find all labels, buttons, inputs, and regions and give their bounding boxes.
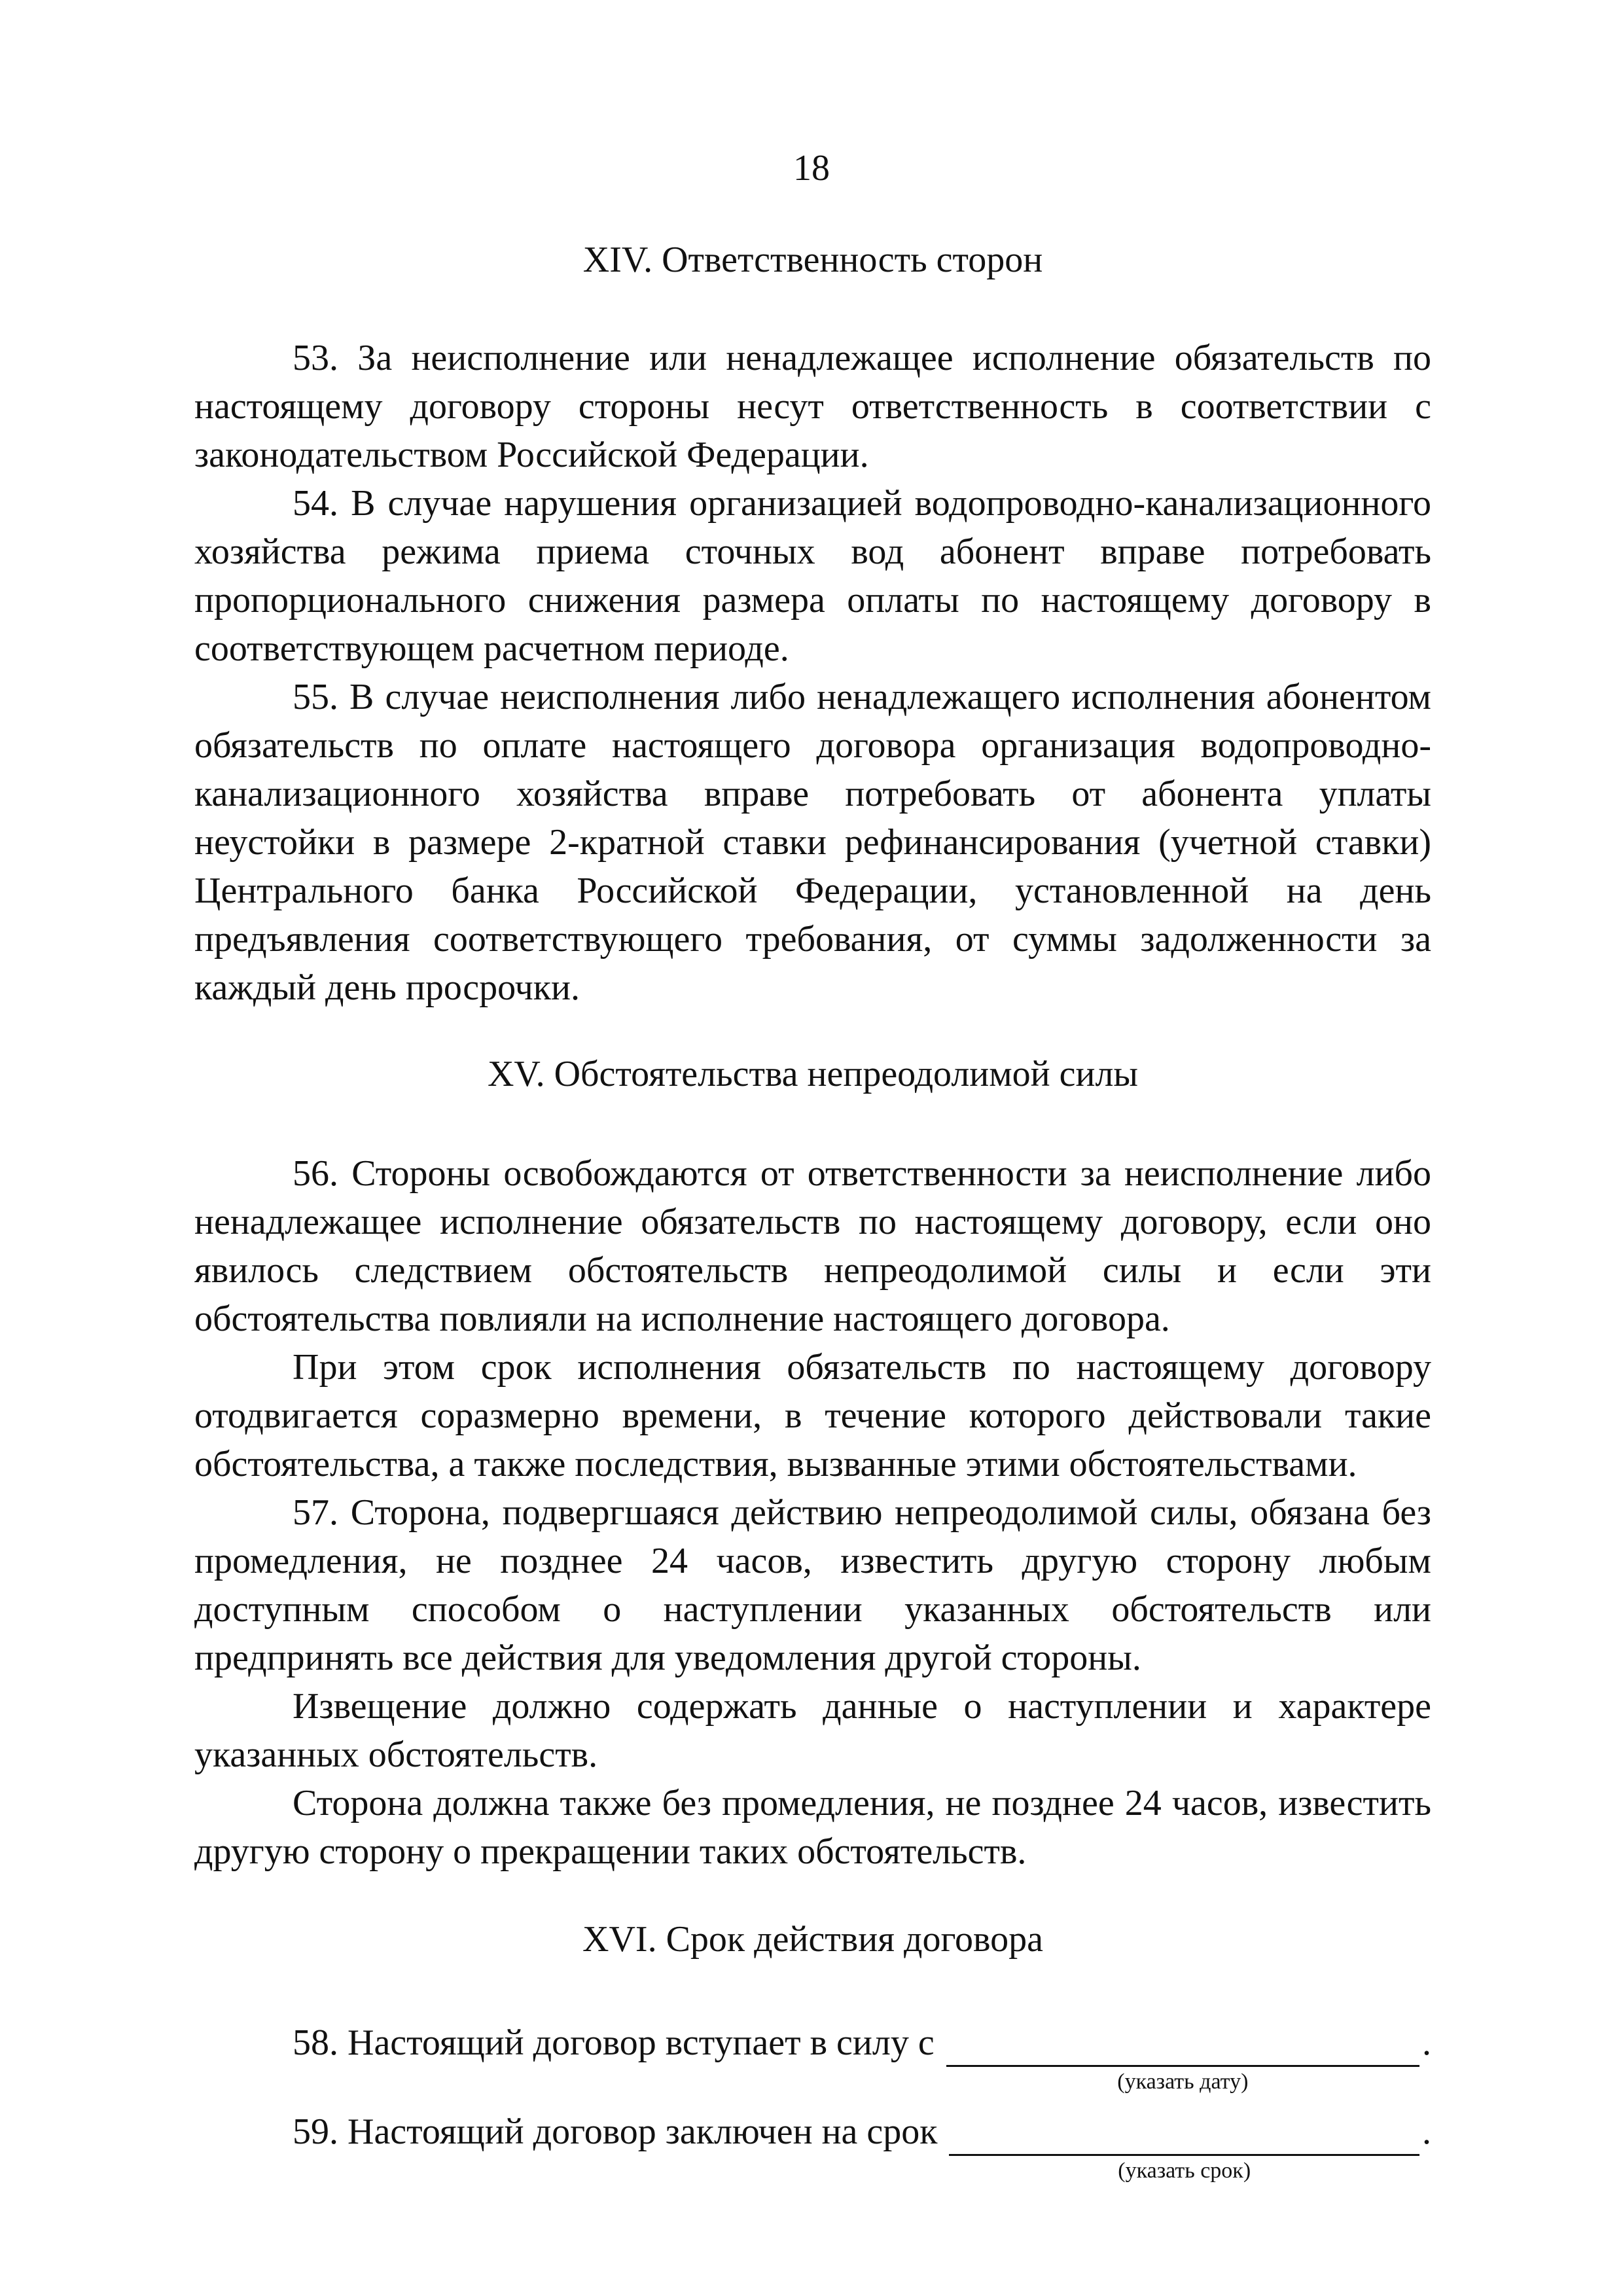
- term-hint: (указать срок): [1118, 2159, 1251, 2183]
- clause-57-termination: Сторона должна также без промедления, не позднее 24 часов, известить другую сторону о прекращении таких обстоятельств.: [194, 1783, 1431, 1872]
- document-body: [194, 236, 1431, 2183]
- section-heading-xvi: XVI. Срок действия договора: [582, 1919, 1043, 1960]
- clause-56-continued: При этом срок исполнения обязательств по настоящему договору отодвигается соразмерно времени, в течение которого действовали такие обстоятельства, а также последствия, вызванные этими обстоятельствами.: [194, 1347, 1431, 1484]
- clause-55: 55. В случае неисполнения либо ненадлежащего исполнения абонентом обязательств по оплате настоящего договора организация водопроводно-канализационного хозяйства вправе потребовать от абонента уплаты неустойки в размере 2-кратной ставки рефинансирования (учетной ставки) Центрального банка Российской Федерации, установленной на день предъявления соответствующего требования, от суммы задолженности за каждый день просрочки.: [194, 677, 1431, 1008]
- section-heading-xiv: XIV. Ответственность сторон: [582, 240, 1043, 280]
- clause-56: 56. Стороны освобождаются от ответственности за неисполнение либо ненадлежащее исполнение обязательств по настоящему договору, если оно явилось следствием обстоятельств непреодолимой силы и если эти обстоятельства повлияли на исполнение настоящего договора.: [194, 1153, 1431, 1339]
- section-heading-xv: XV. Обстоятельства непреодолимой силы: [487, 1054, 1139, 1094]
- clause-58-label: 58. Настоящий договор вступает в силу с: [293, 2022, 935, 2063]
- clause-58-period: .: [1422, 2022, 1431, 2063]
- clause-57: 57. Сторона, подвергшаяся действию непреодолимой силы, обязана без промедления, не позднее 24 часов, известить другую сторону любым доступным способом о наступлении указанных обстоятельств или предпринять все действия для уведомления другой стороны.: [194, 1492, 1431, 1678]
- clause-59-label: 59. Настоящий договор заключен на срок: [293, 2111, 938, 2152]
- clause-58-line: [194, 2018, 1431, 2094]
- page-number: 18: [793, 148, 830, 188]
- clause-53: 53. За неисполнение или ненадлежащее исполнение обязательств по настоящему договору стороны несут ответственность в соответствии с законодательством Российской Федерации.: [194, 338, 1431, 475]
- clause-54: 54. В случае нарушения организацией водопроводно-канализационного хозяйства режима приема сточных вод абонент вправе потребовать пропорционального снижения размера оплаты по настоящему договору в соответствующем расчетном периоде.: [194, 483, 1431, 669]
- clause-59-line: [194, 2108, 1431, 2183]
- date-hint: (указать дату): [1117, 2070, 1249, 2094]
- clause-59-period: .: [1422, 2111, 1431, 2152]
- clause-57-notice: Извещение должно содержать данные о наступлении и характере указанных обстоятельств.: [194, 1686, 1431, 1775]
- date-blank-field[interactable]: [946, 2027, 1419, 2094]
- term-blank-field[interactable]: [949, 2116, 1419, 2183]
